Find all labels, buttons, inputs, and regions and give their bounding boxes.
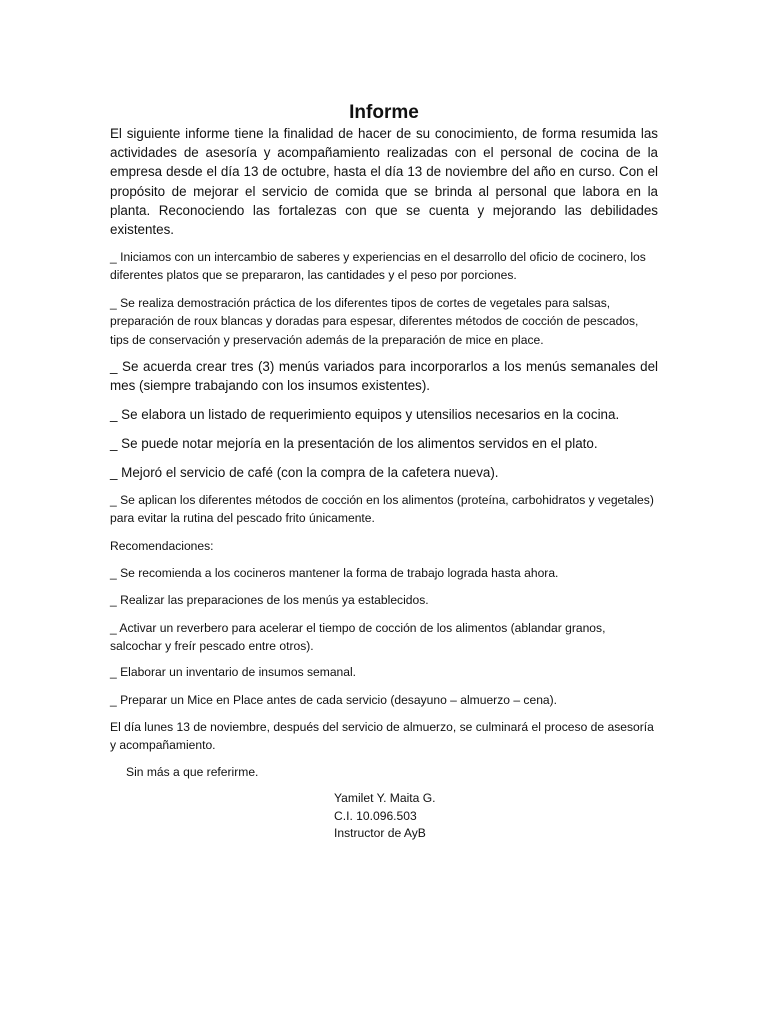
signature-block	[334, 790, 436, 843]
intro-paragraph: El siguiente informe tiene la finalidad de hacer de su conocimiento, de forma resumida las actividades de asesoría y acompañamiento realizadas con el personal de cocina de la empresa desde el día 13 de octubre, hasta el día 13 de noviembre del año en curso. Con el propósito de mejorar el servicio de comida que se brinda al personal que labora en la planta. Reconociendo las fortalezas con que se cuenta y mejorando las debilidades existentes.	[110, 126, 658, 238]
document-title: Informe	[349, 101, 419, 123]
farewell-line: Sin más a que referirme.	[126, 765, 259, 779]
recommendation-item-4: _ Elaborar un inventario de insumos semanal.	[110, 665, 357, 679]
recommendation-item-2: _ Realizar las preparaciones de los menús ya establecidos.	[110, 593, 429, 607]
recommendations-heading: Recomendaciones:	[110, 539, 214, 553]
activity-item-1: _ Iniciamos con un intercambio de saberes y experiencias en el desarrollo del oficio de cocinero, los diferentes platos que se prepararon, las cantidades y el peso por porciones.	[110, 250, 646, 283]
activity-item-7: _ Se aplican los diferentes métodos de cocción en los alimentos (proteína, carbohidratos y vegetales) para evitar la rutina del pescado frito únicamente.	[110, 493, 654, 526]
recommendation-item-5: _ Preparar un Mice en Place antes de cada servicio (desayuno – almuerzo – cena).	[110, 693, 558, 707]
signature-role: Instructor de AyB	[334, 826, 426, 840]
recommendation-item-3: _ Activar un reverbero para acelerar el tiempo de cocción de los alimentos (ablandar granos, salcochar y freír pescado entre otros).	[110, 621, 606, 654]
signature-id: C.I. 10.096.503	[334, 808, 417, 823]
signature-name: Yamilet Y. Maita G.	[334, 791, 436, 805]
closing-paragraph: El día lunes 13 de noviembre, después del servicio de almuerzo, se culminará el proceso de asesoría y acompañamiento.	[110, 720, 654, 753]
activity-item-2: _ Se realiza demostración práctica de los diferentes tipos de cortes de vegetales para salsas, preparación de roux blancas y doradas para espesar, diferentes métodos de cocción de pescados, tips de conservación y preservación además de la preparación de mice en place.	[110, 296, 639, 347]
activity-item-5: _ Se puede notar mejoría en la presentación de los alimentos servidos en el plato.	[110, 436, 598, 451]
activity-item-4: _ Se elabora un listado de requerimiento equipos y utensilios necesarios en la cocina.	[110, 407, 620, 422]
activity-item-3: _ Se acuerda crear tres (3) menús variados para incorporarlos a los menús semanales del mes (siempre trabajando con los insumos existentes).	[110, 359, 658, 393]
activity-item-6: _ Mejoró el servicio de café (con la compra de la cafetera nueva).	[110, 465, 499, 480]
recommendation-item-1: _ Se recomienda a los cocineros mantener la forma de trabajo lograda hasta ahora.	[110, 566, 559, 580]
